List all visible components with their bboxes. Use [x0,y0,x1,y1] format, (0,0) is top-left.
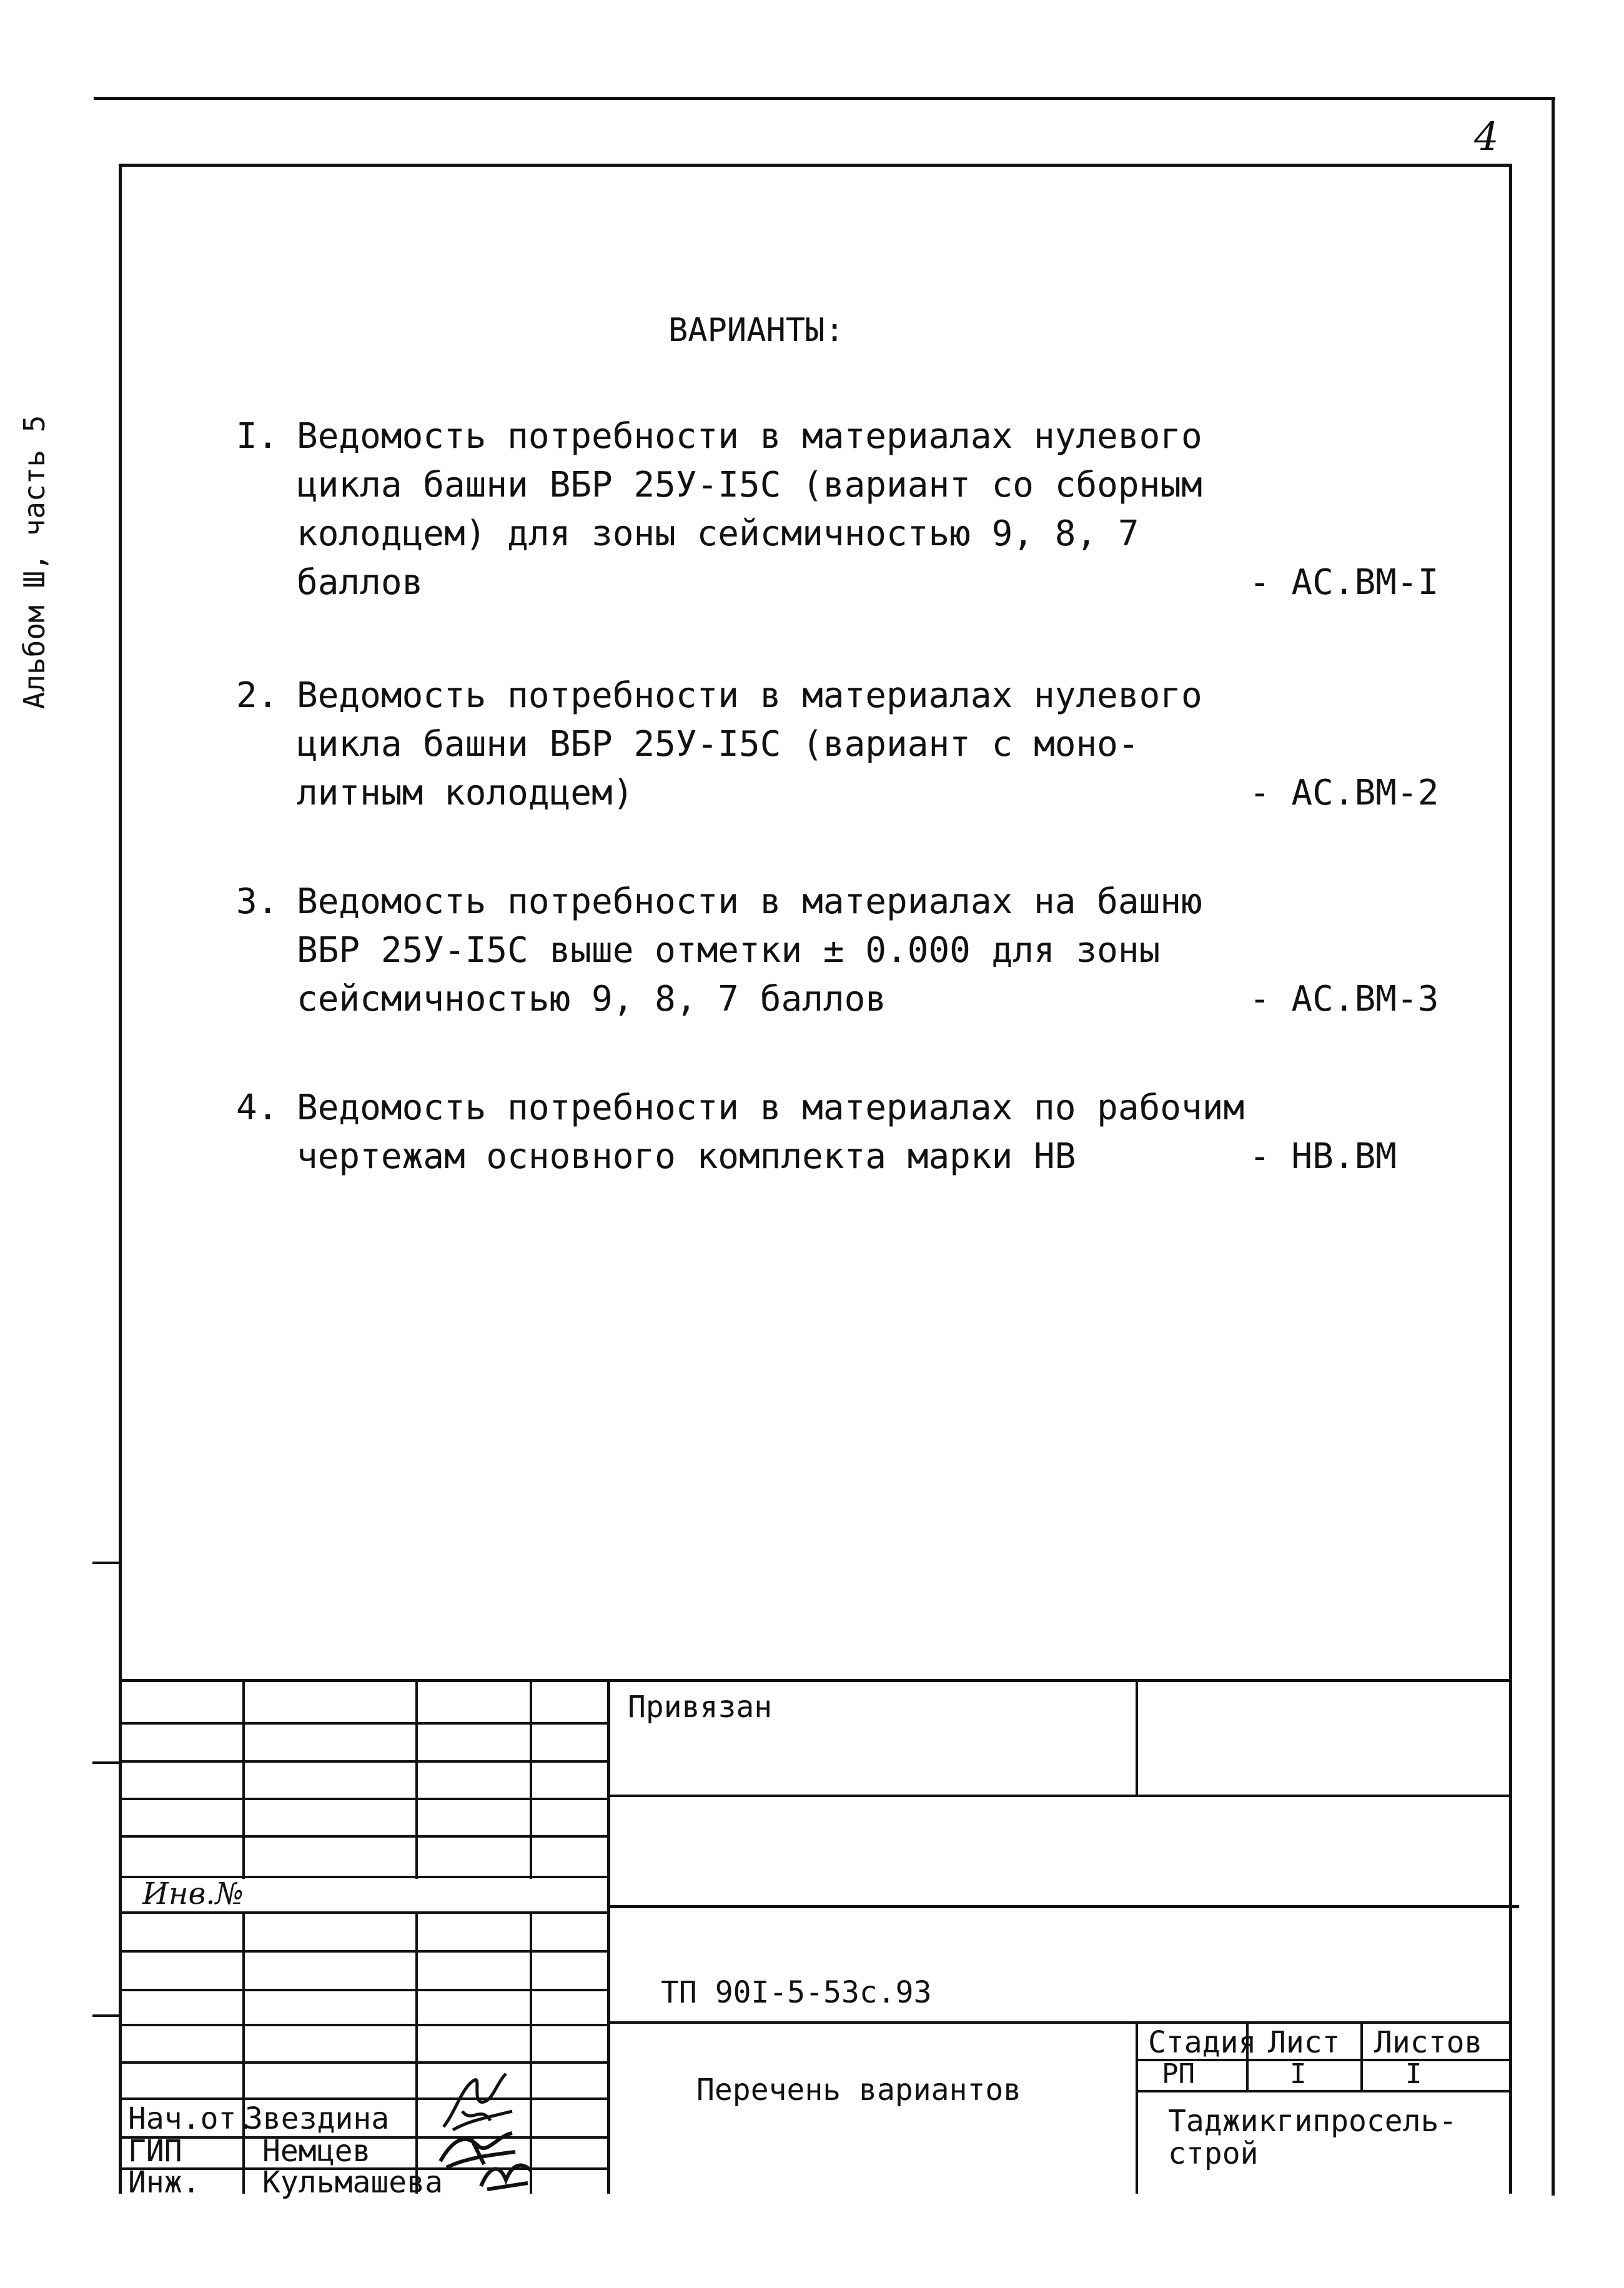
signature-mark [478,2158,537,2192]
item-line: баллов [297,562,423,603]
item-line: Ведомость потребности в материалах по рабочим [297,1087,1245,1128]
tb-hline [607,2021,1512,2024]
item-line: ВБР 25У-I5С выше отметки ± 0.000 для зоны [297,930,1161,971]
tb-hline [119,1911,609,1914]
stage-header: Стадия [1148,2025,1257,2060]
item-line: чертежам основного комплекта марки НВ [297,1136,1076,1177]
sheet-value: I [1290,2058,1307,2090]
frame-top [119,164,1512,167]
organization-name: Таджикгипросель- строй [1168,2104,1457,2171]
item-line: цикла башни ВБР 25У-I5С (вариант со сборным [297,465,1202,505]
item-number: 2. [236,675,279,716]
tb-hline [119,2061,609,2064]
tb-hline [119,1722,609,1725]
document-title: Перечень вариантов [696,2073,1022,2107]
tb-vline [530,1679,532,1879]
item-line: Ведомость потребности в материалах нулевого [297,675,1202,716]
signer-name: Кульмашева [262,2165,443,2200]
tb-hline [119,1835,609,1838]
tb-vline [415,1679,418,1879]
item-code: - НВ.ВМ [1249,1136,1397,1177]
margin-tick [92,1562,120,1564]
variants-heading: ВАРИАНТЫ: [668,312,844,349]
tb-vline [242,1911,245,2194]
signer-name: Немцев [262,2134,371,2169]
margin-tick [92,1761,120,1764]
tb-vline [530,1911,532,2194]
signer-name: Звездина [245,2101,390,2136]
tb-hline [119,2024,609,2026]
tb-hline [119,1950,609,1953]
tb-hline [119,1760,609,1763]
right-outer-line [1552,97,1555,2196]
tb-hline [607,1905,1519,1908]
item-code: - АС.ВМ-3 [1249,979,1439,1019]
item-code: - АС.ВМ-I [1249,562,1439,603]
stage-value: РП [1162,2058,1195,2090]
tb-hline [119,1989,609,1991]
document-code: ТП 90I-5-53с.93 [661,1975,932,2010]
margin-tick [92,2014,120,2017]
tb-vline [415,1911,418,2194]
album-side-label: Альбом Ш, часть 5 [17,415,51,710]
privyazan-label: Привязан [628,1690,773,1725]
frame-right [1509,164,1512,2194]
tb-top-line [119,1679,1512,1682]
item-code: - АС.ВМ-2 [1249,773,1439,813]
item-line: цикла башни ВБР 25У-I5С (вариант с моно- [297,724,1139,765]
tb-vline [607,1679,610,2194]
tb-vline [1136,2021,1138,2194]
page-number: 4 [1474,114,1499,159]
sheet-header: Лист [1268,2025,1340,2060]
frame-left [119,164,122,2194]
item-number: I. [236,416,279,457]
item-line: Ведомость потребности в материалах на башню [297,881,1202,922]
item-line: сейсмичностью 9, 8, 7 баллов [297,979,887,1019]
tb-hline [607,1795,1512,1797]
tb-vline [242,1679,245,1879]
signer-role: Нач.от. [128,2101,255,2136]
inventory-number-label: Инв.№ [142,1876,244,1911]
signer-role: ГИП [128,2134,182,2169]
sheets-value: I [1405,2058,1422,2090]
item-line: Ведомость потребности в материалах нулевого [297,416,1202,457]
item-number: 3. [236,881,279,922]
item-number: 4. [236,1087,279,1128]
item-line: колодцем) для зоны сейсмичностью 9, 8, 7 [297,513,1139,554]
item-line: литным колодцем) [297,773,634,813]
signer-role: Инж. [128,2165,201,2200]
tb-hline [119,1798,609,1800]
sheets-header: Листов [1374,2025,1483,2060]
tb-vline [1360,2021,1363,2091]
tb-hline [119,2097,609,2100]
top-outer-line [94,97,1555,100]
tb-vline [1136,1679,1138,1795]
